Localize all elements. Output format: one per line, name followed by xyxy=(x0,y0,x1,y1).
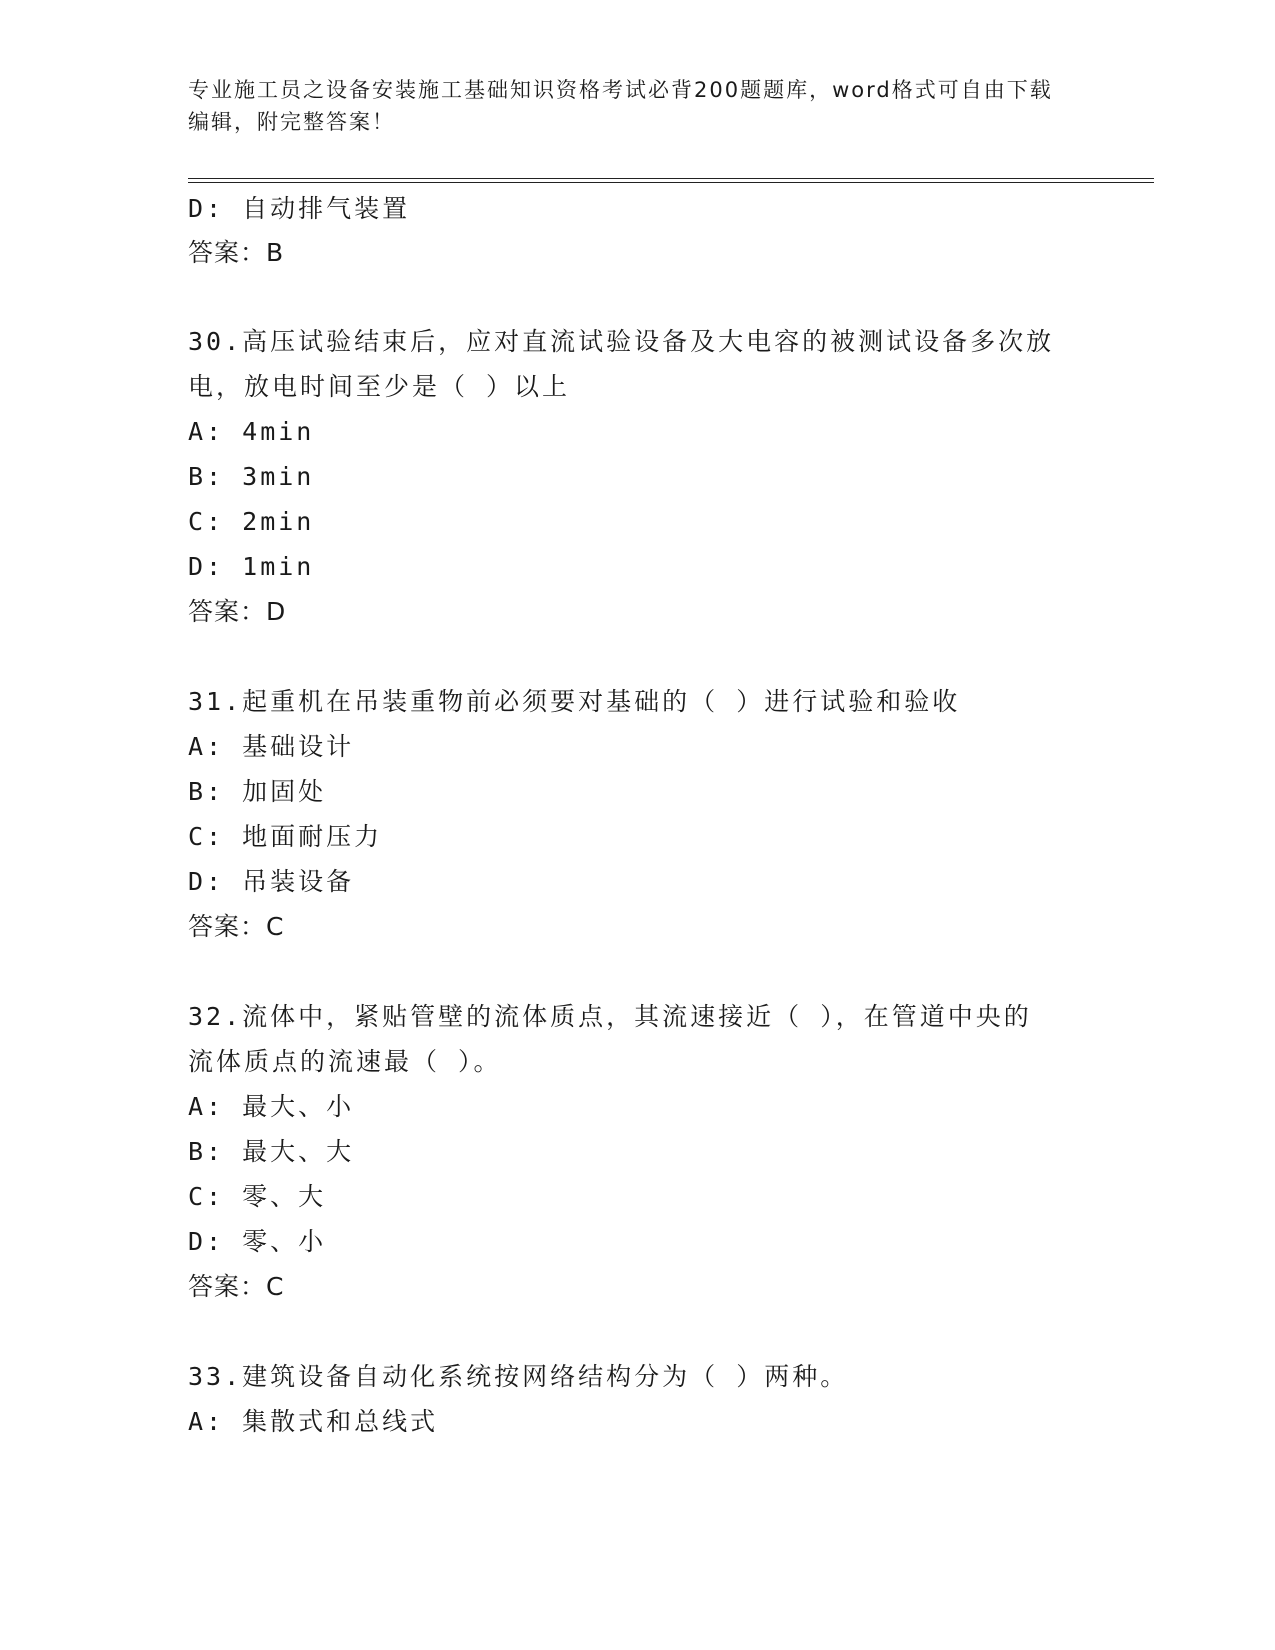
q31-option-d: D: 吊装设备 xyxy=(188,867,355,896)
prev-answer: 答案：B xyxy=(188,238,285,267)
q32-option-a: A: 最大、小 xyxy=(188,1092,355,1121)
prev-option-d: D: 自动排气装置 xyxy=(188,194,411,223)
header-divider-top xyxy=(188,178,1154,179)
header-divider-bottom xyxy=(188,182,1154,183)
q30-answer: 答案：D xyxy=(188,597,287,626)
q32-option-d: D: 零、小 xyxy=(188,1227,327,1256)
document-header: 专业施工员之设备安装施工基础知识资格考试必背200题题库，word格式可自由下载编辑，附完整答案！ xyxy=(188,78,1053,134)
q31-stem-line1: 31.起重机在吊装重物前必须要对基础的（ ）进行试验和验收 xyxy=(188,687,961,716)
q30-option-a: A: 4min xyxy=(188,417,315,446)
q31-answer: 答案：C xyxy=(188,912,285,941)
q30-option-b: B: 3min xyxy=(188,462,315,491)
q32-option-c: C: 零、大 xyxy=(188,1182,327,1211)
q31-option-c: C: 地面耐压力 xyxy=(188,822,383,851)
q32-stem-line1: 32.流体中，紧贴管壁的流体质点，其流速接近（ ），在管道中央的 xyxy=(188,1002,1032,1031)
q32-stem-line2: 流体质点的流速最（ ）。 xyxy=(188,1047,502,1076)
q33-option-a: A: 集散式和总线式 xyxy=(188,1407,439,1436)
q32-option-b: B: 最大、大 xyxy=(188,1137,355,1166)
q33-stem-line1: 33.建筑设备自动化系统按网络结构分为（ ）两种。 xyxy=(188,1362,849,1391)
q30-stem-line1: 30.高压试验结束后，应对直流试验设备及大电容的被测试设备多次放 xyxy=(188,327,1055,356)
q31-option-a: A: 基础设计 xyxy=(188,732,355,761)
q30-option-d: D: 1min xyxy=(188,552,315,581)
q31-option-b: B: 加固处 xyxy=(188,777,327,806)
q30-stem-line2: 电，放电时间至少是（ ）以上 xyxy=(188,372,571,401)
q32-answer: 答案：C xyxy=(188,1272,285,1301)
q30-option-c: C: 2min xyxy=(188,507,315,536)
